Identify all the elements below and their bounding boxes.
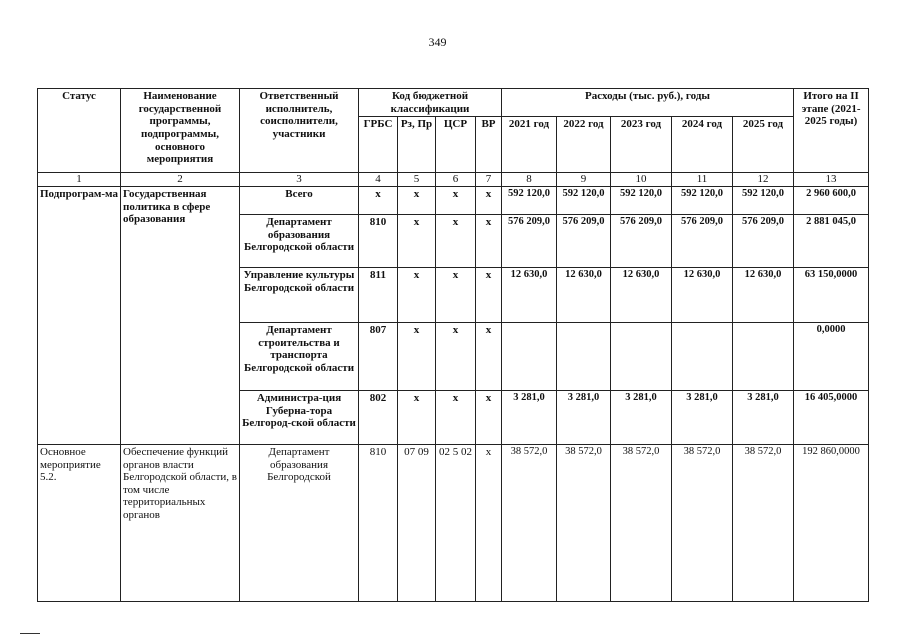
cell-rzpr: 07 09 — [398, 444, 436, 601]
col-number: 3 — [240, 173, 359, 187]
cell-2021: 38 572,0 — [502, 444, 557, 601]
cell-2023: 576 209,0 — [611, 214, 672, 267]
row-responsible: Департамент строительства и транспорта Белгородской области — [240, 322, 359, 390]
header-total: Итого на II этапе (2021-2025 годы) — [794, 89, 869, 173]
cell-total: 2 960 600,0 — [794, 186, 869, 214]
cell-total: 2 881 045,0 — [794, 214, 869, 267]
cell-2022: 592 120,0 — [557, 186, 611, 214]
budget-table — [37, 88, 869, 602]
cell-grbs: 802 — [359, 390, 398, 444]
table-row — [38, 444, 869, 601]
header-status: Статус — [38, 89, 121, 173]
col-number: 8 — [502, 173, 557, 187]
cell-2025: 38 572,0 — [733, 444, 794, 601]
cell-2025 — [733, 322, 794, 390]
cell-2025: 592 120,0 — [733, 186, 794, 214]
cell-2025: 3 281,0 — [733, 390, 794, 444]
cell-2022: 12 630,0 — [557, 267, 611, 322]
cell-2025: 12 630,0 — [733, 267, 794, 322]
row-name: Государственная политика в сфере образования — [121, 186, 240, 444]
cell-2022 — [557, 322, 611, 390]
cell-2024: 38 572,0 — [672, 444, 733, 601]
cell-grbs: 811 — [359, 267, 398, 322]
page-number: 349 — [428, 35, 447, 49]
cell-rzpr: х — [398, 322, 436, 390]
cell-2023: 592 120,0 — [611, 186, 672, 214]
header-rzpr: Рз, Пр — [398, 117, 436, 173]
row-name: Обеспечение функций органов власти Белгородской области, в том числе территориальных органов — [121, 444, 240, 601]
cell-vr: х — [476, 322, 502, 390]
header-csr: ЦСР — [436, 117, 476, 173]
cell-vr: х — [476, 390, 502, 444]
cell-2022: 3 281,0 — [557, 390, 611, 444]
row-responsible: Всего — [240, 186, 359, 214]
header-2024: 2024 год — [672, 117, 733, 173]
cell-vr: х — [476, 186, 502, 214]
cell-2024: 576 209,0 — [672, 214, 733, 267]
header-budget-code: Код бюджетной классификации — [359, 89, 502, 117]
cell-2024: 3 281,0 — [672, 390, 733, 444]
cell-2025: 576 209,0 — [733, 214, 794, 267]
cell-2024 — [672, 322, 733, 390]
cell-rzpr: х — [398, 214, 436, 267]
col-number: 10 — [611, 173, 672, 187]
cell-csr: х — [436, 267, 476, 322]
col-number: 12 — [733, 173, 794, 187]
col-number: 2 — [121, 173, 240, 187]
cell-total: 16 405,0000 — [794, 390, 869, 444]
header-2023: 2023 год — [611, 117, 672, 173]
row-responsible: Управление культуры Белгородской области — [240, 267, 359, 322]
cell-grbs: х — [359, 186, 398, 214]
table-row — [38, 186, 869, 214]
cell-csr: х — [436, 322, 476, 390]
cell-2023 — [611, 322, 672, 390]
cell-grbs: 810 — [359, 444, 398, 601]
cell-2021: 576 209,0 — [502, 214, 557, 267]
header-responsible: Ответственный исполнитель, соисполнители, участники — [240, 89, 359, 173]
cell-csr: х — [436, 214, 476, 267]
col-number: 4 — [359, 173, 398, 187]
col-number: 6 — [436, 173, 476, 187]
header-vr: ВР — [476, 117, 502, 173]
footer-rule — [20, 633, 40, 634]
cell-csr: 02 5 02 — [436, 444, 476, 601]
col-number: 5 — [398, 173, 436, 187]
cell-2023: 3 281,0 — [611, 390, 672, 444]
cell-2021: 12 630,0 — [502, 267, 557, 322]
cell-vr: х — [476, 267, 502, 322]
row-status: Подпрограм-ма — [38, 186, 121, 444]
col-number: 13 — [794, 173, 869, 187]
cell-2023: 12 630,0 — [611, 267, 672, 322]
row-status: Основное мероприятие 5.2. — [38, 444, 121, 601]
cell-grbs: 810 — [359, 214, 398, 267]
header-2025: 2025 год — [733, 117, 794, 173]
header-2022: 2022 год — [557, 117, 611, 173]
cell-2024: 592 120,0 — [672, 186, 733, 214]
cell-2021: 3 281,0 — [502, 390, 557, 444]
cell-2022: 38 572,0 — [557, 444, 611, 601]
col-number: 9 — [557, 173, 611, 187]
cell-rzpr: х — [398, 390, 436, 444]
header-expenses: Расходы (тыс. руб.), годы — [502, 89, 794, 117]
cell-vr: х — [476, 214, 502, 267]
row-responsible: Департамент образования Белгородской области — [240, 214, 359, 267]
cell-rzpr: х — [398, 186, 436, 214]
cell-2024: 12 630,0 — [672, 267, 733, 322]
cell-csr: х — [436, 186, 476, 214]
row-responsible: Департамент образования Белгородской — [240, 444, 359, 601]
col-number: 1 — [38, 173, 121, 187]
cell-total: 0,0000 — [794, 322, 869, 390]
cell-2022: 576 209,0 — [557, 214, 611, 267]
header-name: Наименование государственной программы, подпрограммы, основного мероприятия — [121, 89, 240, 173]
cell-rzpr: х — [398, 267, 436, 322]
cell-2021: 592 120,0 — [502, 186, 557, 214]
row-responsible: Администра-ция Губерна-тора Белгород-ской области — [240, 390, 359, 444]
col-number: 11 — [672, 173, 733, 187]
cell-2021 — [502, 322, 557, 390]
cell-csr: х — [436, 390, 476, 444]
col-number: 7 — [476, 173, 502, 187]
cell-total: 192 860,0000 — [794, 444, 869, 601]
header-2021: 2021 год — [502, 117, 557, 173]
cell-total: 63 150,0000 — [794, 267, 869, 322]
header-grbs: ГРБС — [359, 117, 398, 173]
cell-2023: 38 572,0 — [611, 444, 672, 601]
cell-grbs: 807 — [359, 322, 398, 390]
cell-vr: х — [476, 444, 502, 601]
